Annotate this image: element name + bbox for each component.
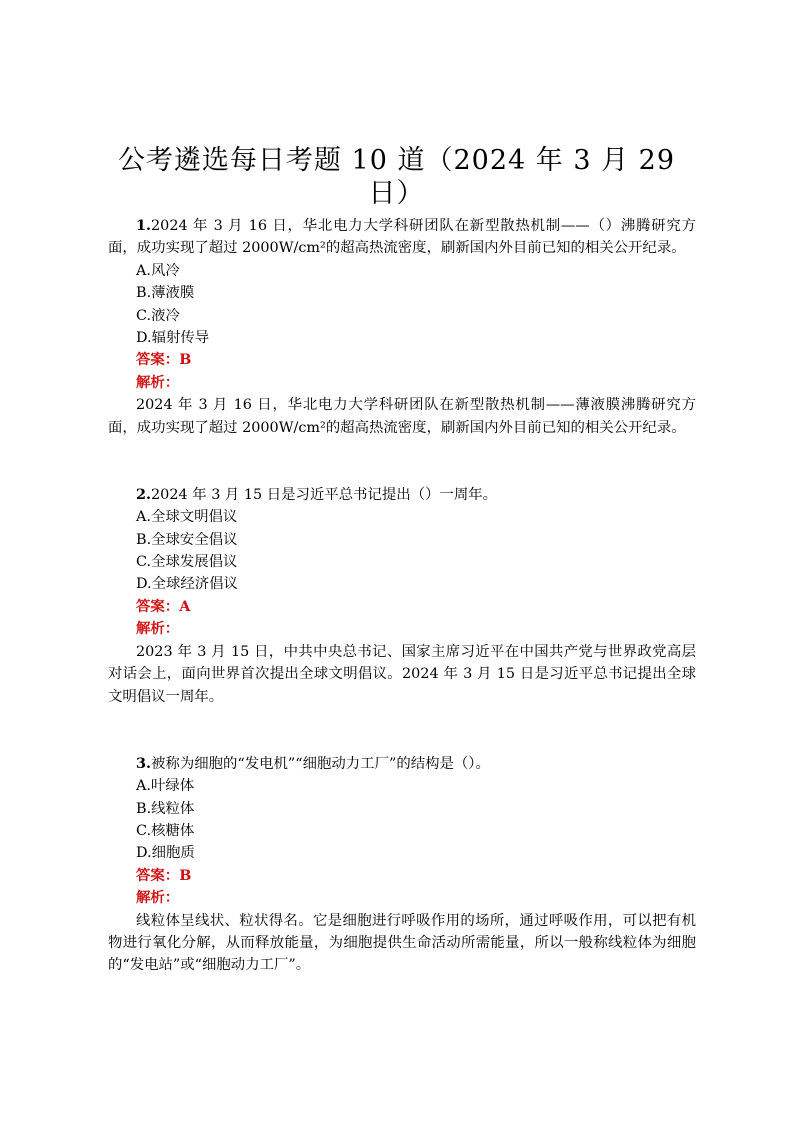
option-a: A.全球文明倡议 — [136, 509, 238, 526]
option-d: D.细胞质 — [136, 845, 195, 862]
option-b: B.全球安全倡议 — [136, 531, 238, 548]
answer-line — [108, 865, 696, 887]
answer-line — [108, 596, 696, 618]
explanation-label: 解析： — [136, 620, 180, 638]
question-number: 1. — [136, 217, 152, 234]
question-block — [108, 753, 696, 977]
option-c: C.液冷 — [136, 307, 180, 324]
question-block — [108, 215, 696, 439]
answer-line — [108, 349, 696, 371]
question-text: 2024 年 3 月 15 日是习近平总书记提出（）一周年。 — [151, 486, 498, 503]
option-b: B.线粒体 — [136, 800, 195, 817]
option-b: B.薄液膜 — [136, 285, 195, 302]
explanation-label: 解析： — [136, 889, 180, 907]
option-a: A.叶绿体 — [136, 778, 195, 795]
answer-value: B — [179, 866, 192, 884]
explanation-label: 解析： — [136, 373, 180, 391]
question-stem — [108, 753, 696, 775]
explanation-text: 2024 年 3 月 16 日，华北电力大学科研团队在新型散热机制——薄液膜沸腾研究方面，成功实现了超过 2000W/cm²的超高热流密度，刷新国内外目前已知的相关公开纪录。 — [108, 397, 696, 436]
answer-label: 答案： — [136, 597, 180, 615]
document-title: 公考遴选每日考题 10 道（2024 年 3 月 29 日） — [117, 145, 676, 209]
option-a: A.风冷 — [136, 262, 180, 279]
answer-label: 答案： — [136, 866, 180, 884]
answer-value: B — [179, 351, 192, 369]
option-d: D.全球经济倡议 — [136, 576, 238, 593]
option-c: C.核糖体 — [136, 822, 195, 839]
explanation-text: 线粒体呈线状、粒状得名。它是细胞进行呼吸作用的场所，通过呼吸作用，可以把有机物进行氧化分解，从而释放能量，为细胞提供生命活动所需能量，所以一般称线粒体为细胞的“发电站”或“细胞动力工厂”。 — [108, 912, 696, 974]
option-c: C.全球发展倡议 — [136, 554, 238, 571]
answer-value: A — [179, 597, 191, 615]
option-d: D.辐射传导 — [136, 330, 210, 347]
answer-label: 答案： — [136, 351, 180, 369]
question-number: 2. — [136, 485, 152, 503]
question-stem — [108, 215, 696, 260]
question-text: 2024 年 3 月 16 日，华北电力大学科研团队在新型散热机制——（）沸腾研究方面，成功实现了超过 2000W/cm²的超高热流密度，刷新国内外目前已知的相关公开纪录。 — [108, 218, 696, 257]
question-stem — [108, 484, 696, 506]
question-block — [108, 484, 696, 708]
question-number: 3. — [136, 754, 152, 772]
question-list — [108, 215, 696, 977]
question-text: 被称为细胞的“发电机”“细胞动力工厂”的结构是（）。 — [151, 755, 490, 772]
explanation-text: 2023 年 3 月 15 日，中共中央总书记、国家主席习近平在中国共产党与世界政党高层对话会上，面向世界首次提出全球文明倡议。2024 年 3 月 15 日是习近平总书记提出全球文明倡议一周年。 — [108, 643, 696, 705]
